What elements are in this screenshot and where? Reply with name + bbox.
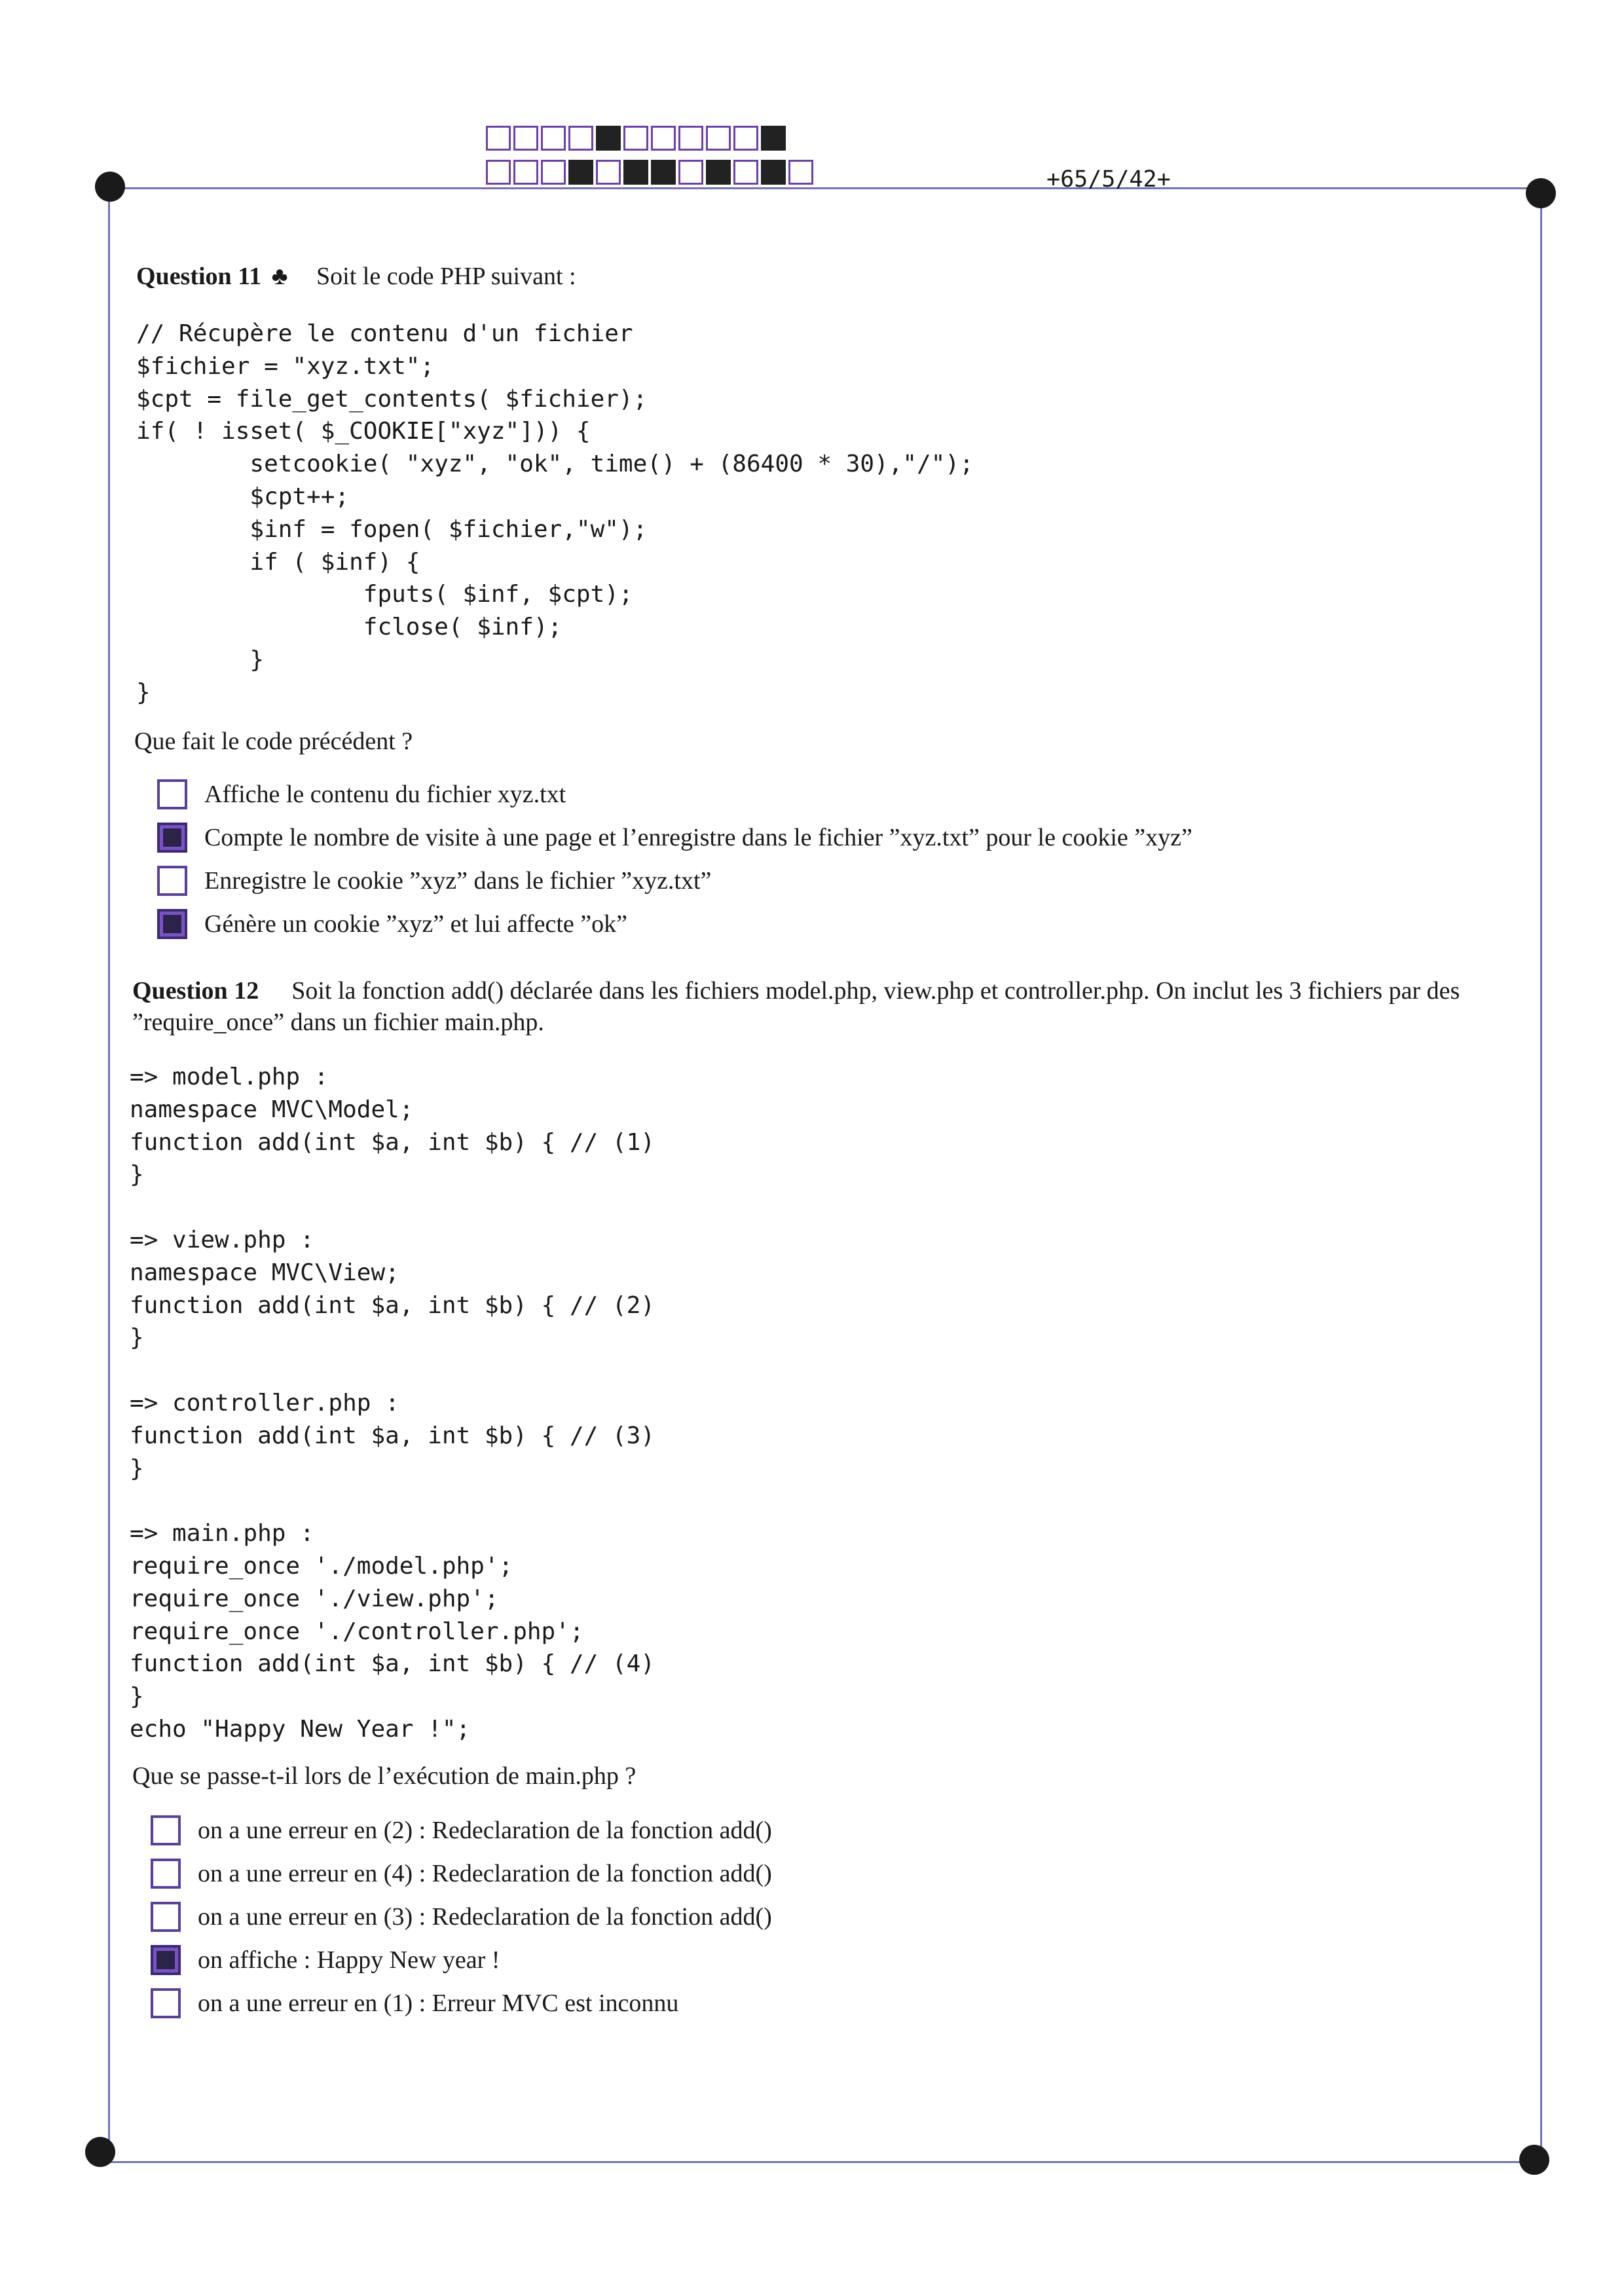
question-11-header	[136, 262, 576, 292]
barcode-cell	[651, 126, 676, 151]
q12-checkbox[interactable]	[151, 1988, 181, 2018]
corner-marker-bottom-left	[85, 2137, 115, 2167]
q12-answer-text: on a une erreur en (2) : Redeclaration de la fonction add()	[198, 1817, 772, 1844]
frame-right-line	[1540, 187, 1542, 2162]
barcode-cell	[541, 126, 566, 151]
q11-answer[interactable]	[157, 779, 566, 809]
barcode-cell	[706, 126, 731, 151]
q11-checkbox[interactable]	[157, 866, 187, 896]
barcode-cell	[541, 160, 566, 185]
barcode-cell	[568, 126, 593, 151]
barcode-cell	[486, 126, 511, 151]
barcode-cell	[788, 160, 813, 185]
q11-answer-text: Compte le nombre de visite à une page et l’enregistre dans le fichier ”xyz.txt” pour le cookie ”xyz”	[204, 824, 1192, 851]
barcode-cell	[651, 160, 676, 185]
corner-marker-top-left	[95, 172, 125, 202]
question-12-intro: Soit la fonction add() déclarée dans les fichiers model.php, view.php et controller.php. On inclut les 3 fichiers par des ”require_once” dans un fichier main.php.	[132, 977, 1460, 1036]
barcode-cell	[678, 160, 703, 185]
question-11-label	[136, 263, 288, 290]
corner-marker-top-right	[1526, 178, 1556, 208]
barcode-cell	[596, 126, 621, 151]
question-12-code-block: => model.php : namespace MVC\Model; function add(int $a, int $b) { // (1) } => view.php : namespace MVC\View; function add(int $a, int $b) { // (2) } => controller.php : function add(int $a, int $b) { // (3) } => main.php : require_once './model.php'; require_once './view.php'; require_once './controller.php'; function add(int $a, int $b) { // (4) } echo "Happy New Year !";	[130, 1064, 655, 1743]
question-11-intro: Soit le code PHP suivant :	[316, 263, 576, 290]
question-11-label-text: Question 11	[136, 263, 262, 290]
q12-checkbox[interactable]	[151, 1859, 181, 1889]
barcode-cell	[513, 160, 538, 185]
question-11-code-block: // Récupère le contenu d'un fichier $fichier = "xyz.txt"; $cpt = file_get_contents( $fichier); if( ! isset( $_COOKIE["xyz"])) { setcookie( "xyz", "ok", time() + (86400 * 30),"/"); $cpt++; $inf = fopen( $fichier,"w"); if ( $inf) { fputs( $inf, $cpt); fclose( $inf); } }	[136, 320, 974, 706]
barcode-cell	[761, 126, 786, 151]
barcode-cell	[678, 126, 703, 151]
barcode-cell	[733, 126, 758, 151]
q12-answer[interactable]	[151, 1988, 678, 2018]
barcode-cell	[733, 160, 758, 185]
corner-marker-bottom-right	[1519, 2145, 1549, 2175]
q12-answer[interactable]	[151, 1902, 772, 1932]
q12-answer-text: on a une erreur en (1) : Erreur MVC est inconnu	[198, 1990, 679, 2017]
question-12-label: Question 12	[132, 977, 259, 1005]
barcode-cell	[568, 160, 593, 185]
q12-answer[interactable]	[151, 1945, 500, 1975]
barcode-cell	[513, 126, 538, 151]
question-12-prompt: Que se passe-t-il lors de l’exécution de main.php ?	[132, 1762, 637, 1790]
page-identifier: +65/5/42+	[1046, 166, 1171, 193]
q11-checkbox[interactable]	[157, 779, 187, 809]
barcode-top-row	[486, 126, 788, 151]
q11-answer[interactable]	[157, 909, 627, 939]
q12-answer-text: on a une erreur en (4) : Redeclaration de la fonction add()	[198, 1860, 772, 1887]
q11-answer-text: Affiche le contenu du fichier xyz.txt	[204, 781, 566, 808]
club-icon: ♣	[271, 263, 288, 290]
q11-answer-text: Génère un cookie ”xyz” et lui affecte ”ok”	[204, 910, 627, 938]
frame-bottom-line	[101, 2161, 1542, 2163]
q12-answer-text: on affiche : Happy New year !	[198, 1946, 500, 1974]
q12-checkbox[interactable]	[151, 1945, 181, 1975]
q12-answer-text: on a une erreur en (3) : Redeclaration de la fonction add()	[198, 1903, 772, 1931]
q12-answer[interactable]	[151, 1859, 772, 1889]
barcode-bottom-row	[486, 160, 816, 185]
frame-left-line	[108, 187, 110, 2162]
barcode-cell	[706, 160, 731, 185]
q12-answer[interactable]	[151, 1815, 772, 1845]
question-12-header	[132, 976, 1547, 1038]
barcode-cell	[623, 160, 648, 185]
q11-answer-text: Enregistre le cookie ”xyz” dans le fichier ”xyz.txt”	[204, 867, 712, 895]
q11-answer[interactable]	[157, 823, 1192, 853]
barcode-cell	[623, 126, 648, 151]
q11-checkbox[interactable]	[157, 823, 187, 853]
q11-checkbox[interactable]	[157, 909, 187, 939]
barcode-cell	[486, 160, 511, 185]
q12-checkbox[interactable]	[151, 1815, 181, 1845]
q12-checkbox[interactable]	[151, 1902, 181, 1932]
barcode-cell	[596, 160, 621, 185]
frame-top-line	[108, 187, 1542, 189]
question-11-prompt: Que fait le code précédent ?	[134, 728, 413, 755]
q11-answer[interactable]	[157, 866, 711, 896]
barcode-cell	[761, 160, 786, 185]
